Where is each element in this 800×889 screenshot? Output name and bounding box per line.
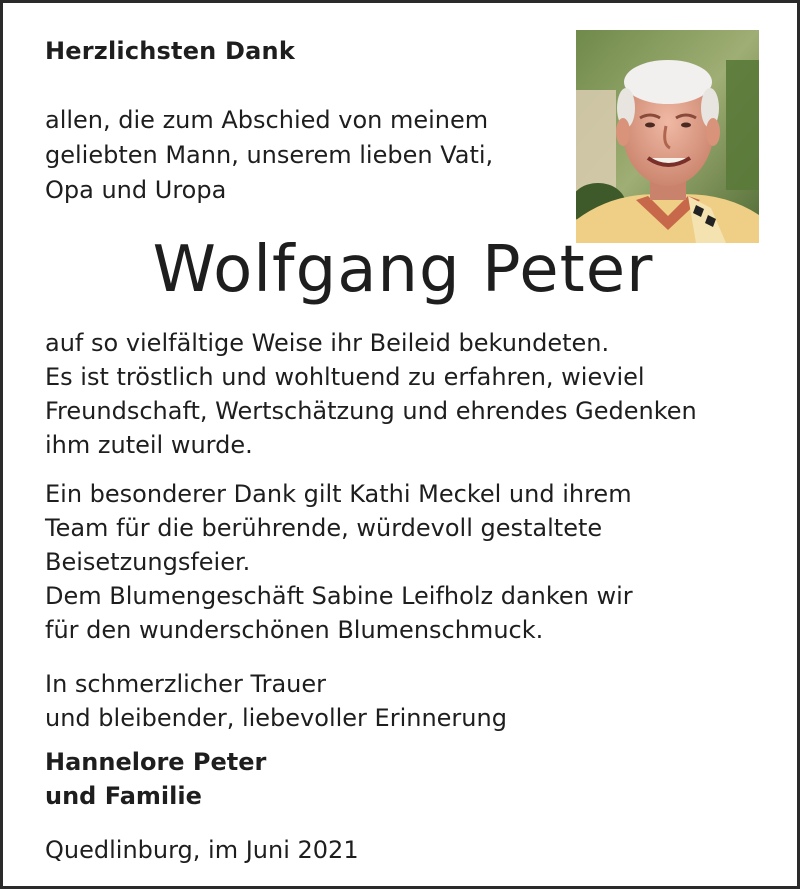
- intro-line: geliebten Mann, unserem lieben Vati,: [45, 141, 494, 169]
- text-line: und bleibender, liebevoller Erinnerung: [45, 704, 507, 732]
- intro-line: Opa und Uropa: [45, 176, 227, 204]
- text-line: auf so vielfältige Weise ihr Beileid bekundeten.: [45, 329, 610, 357]
- text-line: Ein besonderer Dank gilt Kathi Meckel und ihrem: [45, 480, 632, 508]
- signature-line: Hannelore Peter: [45, 748, 267, 776]
- text-line: Dem Blumengeschäft Sabine Leifholz danken wir: [45, 582, 633, 610]
- portrait-photo: [576, 30, 759, 243]
- text-line: Freundschaft, Wertschätzung und ehrendes Gedenken: [45, 397, 697, 425]
- text-line: Team für die berührende, würdevoll gestaltete: [45, 514, 603, 542]
- text-line: ihm zuteil wurde.: [45, 431, 253, 459]
- thanks-paragraph: [45, 326, 785, 462]
- intro-text: [45, 103, 565, 208]
- intro-line: allen, die zum Abschied von meinem: [45, 106, 489, 134]
- text-line: für den wunderschönen Blumenschmuck.: [45, 616, 544, 644]
- special-thanks-paragraph: [45, 477, 785, 647]
- text-line: Beisetzungsfeier.: [45, 548, 251, 576]
- mourning-paragraph: [45, 667, 785, 735]
- place-date: Quedlinburg, im Juni 2021: [45, 836, 359, 864]
- heading: Herzlichsten Dank: [45, 37, 295, 65]
- deceased-name: Wolfgang Peter: [152, 233, 654, 307]
- text-line: In schmerzlicher Trauer: [45, 670, 326, 698]
- text-line: Es ist tröstlich und wohltuend zu erfahren, wieviel: [45, 363, 645, 391]
- signature-line: und Familie: [45, 782, 202, 810]
- signature: [45, 745, 266, 813]
